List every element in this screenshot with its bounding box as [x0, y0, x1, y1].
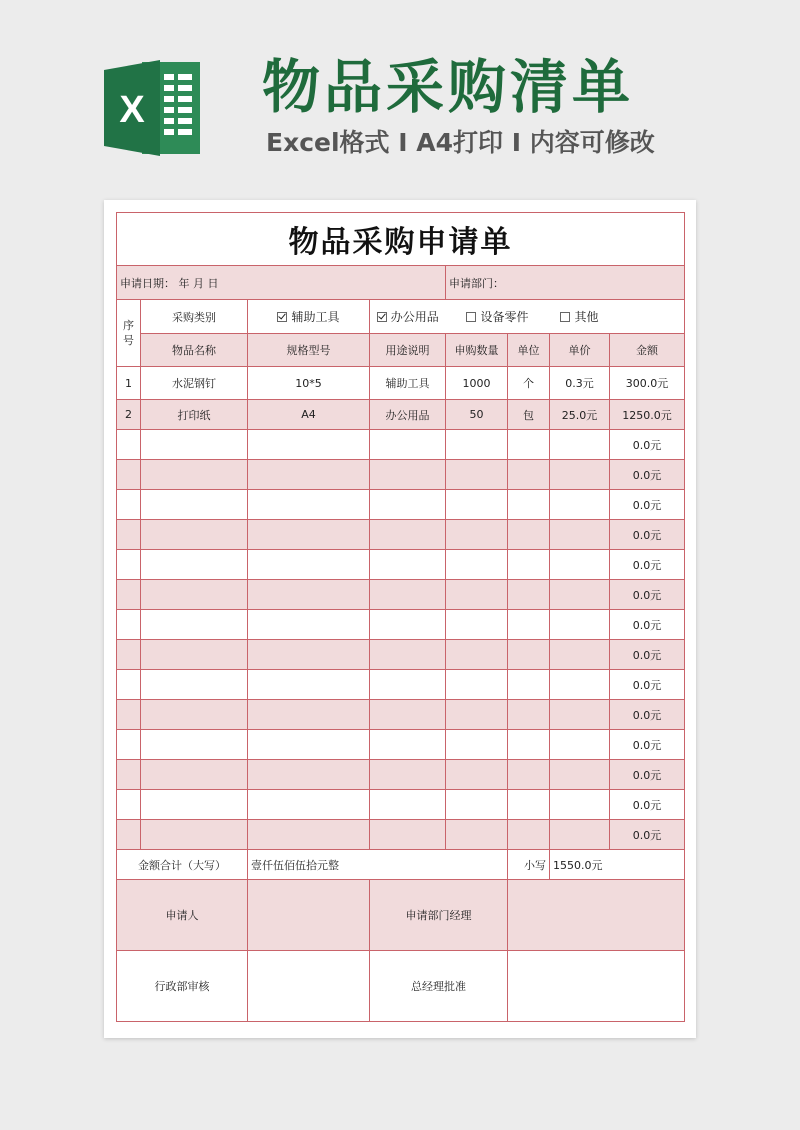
cell-price[interactable]: [550, 700, 610, 730]
banner: [0, 0, 800, 200]
checkbox-checked-icon[interactable]: [277, 312, 287, 322]
cell-unit[interactable]: [508, 460, 550, 490]
form-sheet: [104, 200, 696, 1038]
cell-seq[interactable]: [117, 460, 141, 490]
category-label: 设备零件: [480, 310, 529, 324]
cell-name[interactable]: [141, 520, 248, 550]
cell-name[interactable]: [141, 730, 248, 760]
applicant-label: 申请人: [117, 880, 248, 951]
cell-price[interactable]: [550, 430, 610, 460]
cell-name[interactable]: 水泥钢钉: [141, 367, 248, 400]
cell-unit[interactable]: [508, 430, 550, 460]
gm-approval-signature[interactable]: [508, 951, 685, 1022]
cell-qty[interactable]: [446, 490, 508, 520]
cell-name[interactable]: [141, 610, 248, 640]
table-row: [117, 610, 685, 640]
cell-spec[interactable]: [248, 430, 370, 460]
table-row: [117, 520, 685, 550]
table-row: [117, 820, 685, 850]
cell-price[interactable]: [550, 550, 610, 580]
cell-spec[interactable]: [248, 640, 370, 670]
cell-usage[interactable]: [370, 790, 446, 820]
cell-amount[interactable]: 1250.0元: [610, 400, 685, 430]
cell-usage[interactable]: [370, 520, 446, 550]
table-row: [117, 367, 685, 400]
category-header: 采购类别: [141, 300, 248, 334]
category-option-other[interactable]: [550, 300, 610, 334]
cell-amount[interactable]: 0.0元: [610, 820, 685, 850]
cell-price[interactable]: [550, 760, 610, 790]
cell-unit[interactable]: [508, 790, 550, 820]
purchase-table: [116, 212, 685, 1022]
table-row: [117, 580, 685, 610]
cell-unit[interactable]: [508, 490, 550, 520]
cell-usage[interactable]: [370, 820, 446, 850]
total-words[interactable]: 壹仟伍佰伍拾元整: [248, 850, 508, 880]
cell-price[interactable]: [550, 610, 610, 640]
cell-amount[interactable]: 0.0元: [610, 760, 685, 790]
admin-review-signature[interactable]: [248, 951, 370, 1022]
cell-seq[interactable]: 1: [117, 367, 141, 400]
cell-seq[interactable]: [117, 820, 141, 850]
cell-amount[interactable]: 0.0元: [610, 730, 685, 760]
cell-spec[interactable]: [248, 520, 370, 550]
table-row: [117, 700, 685, 730]
cell-price[interactable]: 0.3元: [550, 367, 610, 400]
cell-name[interactable]: [141, 550, 248, 580]
col-header-spec: 规格型号: [248, 334, 370, 367]
excel-icon: [104, 58, 204, 158]
col-header-usage: 用途说明: [370, 334, 446, 367]
cell-spec[interactable]: [248, 460, 370, 490]
cell-amount[interactable]: 0.0元: [610, 550, 685, 580]
cell-amount[interactable]: 0.0元: [610, 490, 685, 520]
table-row: [117, 490, 685, 520]
cell-qty[interactable]: [446, 730, 508, 760]
cell-unit[interactable]: [508, 760, 550, 790]
excel-logo-letter: X: [119, 89, 145, 131]
cell-spec[interactable]: [248, 610, 370, 640]
cell-name[interactable]: [141, 820, 248, 850]
table-row: [117, 730, 685, 760]
cell-spec[interactable]: [248, 790, 370, 820]
cell-price[interactable]: [550, 580, 610, 610]
cell-qty[interactable]: [446, 700, 508, 730]
cell-qty[interactable]: [446, 640, 508, 670]
cell-qty[interactable]: [446, 760, 508, 790]
cell-qty[interactable]: [446, 520, 508, 550]
cell-usage[interactable]: [370, 730, 446, 760]
cell-qty[interactable]: [446, 430, 508, 460]
category-label: 辅助工具: [291, 310, 340, 324]
checkbox-unchecked-icon[interactable]: [560, 312, 570, 322]
cell-unit[interactable]: 个: [508, 367, 550, 400]
dept-manager-signature[interactable]: [508, 880, 685, 951]
cell-name[interactable]: 打印纸: [141, 400, 248, 430]
total-small-label: 小写: [508, 850, 550, 880]
cell-usage[interactable]: [370, 430, 446, 460]
cell-name[interactable]: [141, 430, 248, 460]
cell-amount[interactable]: 0.0元: [610, 460, 685, 490]
table-row: [117, 760, 685, 790]
cell-seq[interactable]: [117, 610, 141, 640]
cell-seq[interactable]: 2: [117, 400, 141, 430]
cell-price[interactable]: [550, 520, 610, 550]
cell-unit[interactable]: [508, 730, 550, 760]
cell-usage[interactable]: [370, 550, 446, 580]
cell-usage[interactable]: 辅助工具: [370, 367, 446, 400]
cell-usage[interactable]: 办公用品: [370, 400, 446, 430]
table-row: [117, 670, 685, 700]
cell-price[interactable]: [550, 730, 610, 760]
cell-unit[interactable]: [508, 820, 550, 850]
cell-name[interactable]: [141, 640, 248, 670]
cell-spec[interactable]: 10*5: [248, 367, 370, 400]
cell-price[interactable]: [550, 490, 610, 520]
banner-subtitle: Excel格式 I A4打印 I 内容可修改: [266, 128, 655, 157]
admin-review-label: 行政部审核: [117, 951, 248, 1022]
cell-amount[interactable]: 0.0元: [610, 430, 685, 460]
cell-name[interactable]: [141, 760, 248, 790]
checkbox-checked-icon[interactable]: [377, 312, 387, 322]
cell-unit[interactable]: [508, 610, 550, 640]
cell-seq[interactable]: [117, 490, 141, 520]
cell-spec[interactable]: [248, 730, 370, 760]
cell-seq[interactable]: [117, 790, 141, 820]
cell-price[interactable]: [550, 670, 610, 700]
table-row: [117, 640, 685, 670]
cell-name[interactable]: [141, 460, 248, 490]
cell-unit[interactable]: [508, 520, 550, 550]
col-header-qty: 申购数量: [446, 334, 508, 367]
cell-qty[interactable]: [446, 460, 508, 490]
cell-amount[interactable]: 0.0元: [610, 670, 685, 700]
cell-price[interactable]: [550, 820, 610, 850]
apply-dept-field[interactable]: 申请部门：: [446, 266, 685, 300]
cell-name[interactable]: [141, 700, 248, 730]
cell-name[interactable]: [141, 670, 248, 700]
cell-amount[interactable]: 0.0元: [610, 790, 685, 820]
table-row: [117, 400, 685, 430]
cell-price[interactable]: [550, 790, 610, 820]
cell-usage[interactable]: [370, 490, 446, 520]
cell-unit[interactable]: [508, 700, 550, 730]
cell-amount[interactable]: 0.0元: [610, 610, 685, 640]
col-header-amount: 金额: [610, 334, 685, 367]
table-row: [117, 790, 685, 820]
apply-date-field[interactable]: 申请日期： 年 月 日: [117, 266, 446, 300]
cell-usage[interactable]: [370, 700, 446, 730]
cell-qty[interactable]: [446, 820, 508, 850]
category-option-parts[interactable]: [446, 300, 550, 334]
cell-price[interactable]: 25.0元: [550, 400, 610, 430]
cell-amount[interactable]: 0.0元: [610, 580, 685, 610]
cell-usage[interactable]: [370, 580, 446, 610]
cell-qty[interactable]: 1000: [446, 367, 508, 400]
form-title: 物品采购申请单: [117, 213, 685, 266]
cell-usage[interactable]: [370, 460, 446, 490]
cell-spec[interactable]: A4: [248, 400, 370, 430]
cell-qty[interactable]: [446, 670, 508, 700]
banner-title: 物品采购清单: [262, 53, 635, 121]
cell-unit[interactable]: 包: [508, 400, 550, 430]
table-row: [117, 550, 685, 580]
dept-manager-label: 申请部门经理: [370, 880, 508, 951]
cell-amount[interactable]: 0.0元: [610, 700, 685, 730]
cell-unit[interactable]: [508, 550, 550, 580]
col-header-unit: 单位: [508, 334, 550, 367]
cell-qty[interactable]: [446, 610, 508, 640]
total-label: 金额合计（大写）: [117, 850, 248, 880]
cell-name[interactable]: [141, 490, 248, 520]
cell-spec[interactable]: [248, 490, 370, 520]
cell-usage[interactable]: [370, 640, 446, 670]
cell-qty[interactable]: [446, 790, 508, 820]
cell-spec[interactable]: [248, 670, 370, 700]
cell-qty[interactable]: 50: [446, 400, 508, 430]
category-option-office[interactable]: [370, 300, 446, 334]
cell-amount[interactable]: 0.0元: [610, 640, 685, 670]
category-option-tools[interactable]: [248, 300, 370, 334]
cell-name[interactable]: [141, 790, 248, 820]
checkbox-unchecked-icon[interactable]: [466, 312, 476, 322]
cell-usage[interactable]: [370, 670, 446, 700]
cell-price[interactable]: [550, 460, 610, 490]
cell-usage[interactable]: [370, 610, 446, 640]
cell-name[interactable]: [141, 580, 248, 610]
cell-seq[interactable]: [117, 520, 141, 550]
cell-unit[interactable]: [508, 670, 550, 700]
cell-usage[interactable]: [370, 760, 446, 790]
cell-unit[interactable]: [508, 640, 550, 670]
cell-spec[interactable]: [248, 760, 370, 790]
seq-header: 序号: [117, 300, 141, 367]
cell-seq[interactable]: [117, 580, 141, 610]
cell-spec[interactable]: [248, 580, 370, 610]
cell-amount[interactable]: 300.0元: [610, 367, 685, 400]
table-row: [117, 430, 685, 460]
cell-seq[interactable]: [117, 550, 141, 580]
cell-unit[interactable]: [508, 580, 550, 610]
cell-price[interactable]: [550, 640, 610, 670]
cell-spec[interactable]: [248, 820, 370, 850]
category-spacer: [610, 300, 685, 334]
table-row: [117, 460, 685, 490]
cell-seq[interactable]: [117, 670, 141, 700]
cell-seq[interactable]: [117, 730, 141, 760]
cell-amount[interactable]: 0.0元: [610, 520, 685, 550]
col-header-name: 物品名称: [141, 334, 248, 367]
cell-seq[interactable]: [117, 760, 141, 790]
col-header-price: 单价: [550, 334, 610, 367]
cell-qty[interactable]: [446, 550, 508, 580]
total-small-value[interactable]: 1550.0元: [550, 850, 685, 880]
cell-seq[interactable]: [117, 700, 141, 730]
applicant-signature[interactable]: [248, 880, 370, 951]
cell-spec[interactable]: [248, 550, 370, 580]
category-label: 其他: [574, 310, 599, 324]
category-label: 办公用品: [390, 310, 439, 324]
cell-seq[interactable]: [117, 640, 141, 670]
gm-approval-label: 总经理批准: [370, 951, 508, 1022]
cell-qty[interactable]: [446, 580, 508, 610]
cell-spec[interactable]: [248, 700, 370, 730]
cell-seq[interactable]: [117, 430, 141, 460]
